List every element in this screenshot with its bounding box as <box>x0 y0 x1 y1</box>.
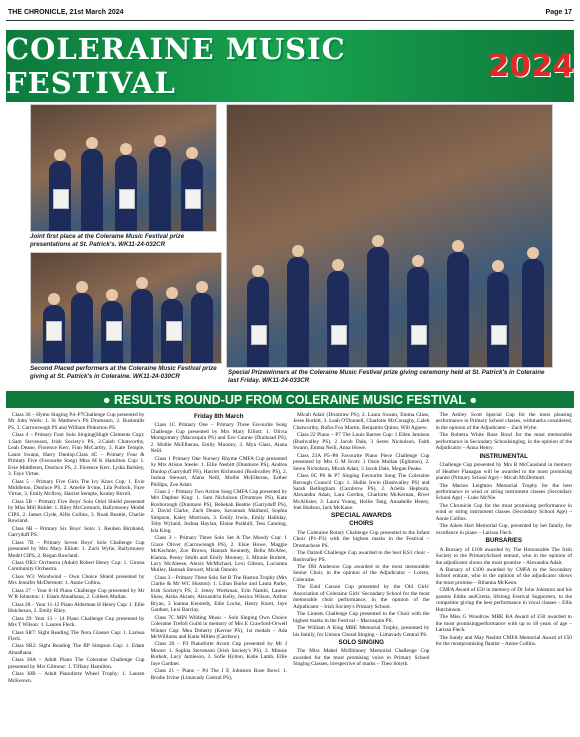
result-paragraph: The Miss G Woodrow MBE BA Award of £50 awarded to the most promisingperformance with up to 18 years of age – Larissa Fleck. <box>435 614 572 634</box>
result-paragraph: Class 1C Primary One – Primary Three Favourite Song Challenge Cup presented by Mrs Mary Elliott: 1. Olivia Montgomery (Macosquin PS) and Eve Cannie (Dunhoad PS), 2. Mollie McElheran, Emily Mooney, 3. Mya Glass, Alana Neill. <box>150 422 287 455</box>
section-heading: Friday 8th March <box>193 413 244 420</box>
result-paragraph: Class SR2: Sight Reading The RP Simpson Cup: 1. Edam Abualhana. <box>8 643 145 656</box>
result-paragraph: Class OR3: Orchestra (Adult) Robert Henry Cup: 1. Girona Community Orchestra. <box>8 559 145 573</box>
results-heading: RESULTS ROUND-UP FROM COLERAINE MUSIC FESTIVAL <box>113 392 467 407</box>
result-paragraph: Class 23A P5–P8 Favourite Piano Piece Challenge Cup presented by Mrs G M Scott: 1 Oisin Mullan (Eglinton), 2. Seren Nicholson, Micah Adair, 3 Jacob Dale, Megan Peake. <box>293 452 430 472</box>
result-paragraph: Class SR7: Sight Reading The Nora Glasser Cup: 1. Larissa Fleck. <box>8 629 145 642</box>
result-paragraph: The Roberta White Rose Bowl for the most memorable performance in Secondary Schoolsinging, in the opinion of the Adjudicator – Anna Henry. <box>435 432 572 452</box>
result-paragraph: Class 5B – Primary Five Boys' Solo Oriel Shield presented by Miss Mill Riddel: 1. Riley McCormack, Ballymoney Model CIPS, 2. James Clyde, Alfie Collins, 3. Noah Beattie, Charlie Rowland. <box>8 498 145 525</box>
page-number: Page 17 <box>545 9 572 16</box>
result-paragraph: Micah Adair (Drumraw PS), 2. Laura Swann, Emma Glass, Jesse Burkitt, 3. Leah O'Donnell, Charlotte McConaghy, Caleb Chatworthy, Rufus Fox Martin, Benjamin Quinn, Will Agnew. <box>293 412 430 431</box>
festival-banner <box>6 30 574 102</box>
result-paragraph: The Ashley Scott Special Cup for the most pleasing performance in Primary School classes, withmarks considered, in the opinion of the Adjudicator – Zach Wylie. <box>435 412 572 431</box>
banner-year: 2024 <box>487 48 574 84</box>
result-paragraph: The Marion Leighton Memorial Trophy for the best performance in wind or string instrument classes (Secondary School Age) – Luke McNie. <box>435 482 572 502</box>
caption-second-placed: Second Placed performers at the Coleraine Music Festival prize giving at St. Patrick's in Coleraine. WK11-24-030CR <box>30 365 217 380</box>
result-paragraph: Class 7C MIN Wilding Music – Solo Singing Own Choice Coleraine Trefoil Guild in memory of Mrs E Crawford-Orwell Winner Cup: Mea Doherty (Kerrue PS), 1st medals – Ada McWilliams and Katie Millen (Carrbow). <box>150 614 287 640</box>
section-heading: CHOIRS <box>349 520 374 528</box>
result-paragraph: Challenge Cup presented by Mrs B McCausland in memory of Heather Flanagan will be awarded to the most promising pianist (Primary School Age) – Micah McDermott. <box>435 462 572 482</box>
results-bullet-icon: ● <box>102 392 114 407</box>
result-paragraph: Class 30B – Adult Pianoforte Wheel Trophy: 1. Lauren McKeown. <box>8 671 145 684</box>
result-paragraph: CMFA Award of £50 in memory of Dr John Johnston and his parents Eddie andGretta, lifelong Festival Supporters, to the competitor giving the best performance in vocal classes – Ellis Hutchinson. <box>435 587 572 613</box>
section-heading: INSTRUMENTAL <box>479 452 528 460</box>
result-paragraph: Class 4 – Primary Four Solo Singing(Hugh Clements Cup): 1.Sam Stevenson, Irish Society's PS, 2.Caleb Chatworthy, Leah Deane, Florence Kerr, Finn McCarthy, 3. Kate Temple, Laura Swann, Harry Dunlop.Class 4C – Primary Four & Primary Five (Favourite Song) Miss M K Hamilton Cup: 1. Evie Middleton, Dunluce PS, 2. Florence Kerr, Lydia Barkley, 3. Faye Virtue. <box>8 432 145 478</box>
section-heading: SOLO SINGING <box>338 638 384 646</box>
result-paragraph: The Coleraine Rotary Challenge Cup presented to the Infant Choir (P1–P3) with the highest marks in the Festival – Drumachose PS. <box>293 529 430 549</box>
result-paragraph: Class 30A – Adult Piano The Coleraine Challenge Cup presented by Mrs Gilmour: 1. Tiffany Hamilton. <box>8 657 145 670</box>
result-paragraph: Class 7B – Primary Seven Boys' Solo Challenge Cup presented by Mrs Mary Elliott: 1. Zach Wylie, Ballymoney Model CIPS, 2. Regan Rowland. <box>8 539 145 559</box>
result-paragraph: The Miss Mabel McIlhinney Memorial Challenge Cup awarded for the most promising voice in Primary School Singing Classes, irrespective of marks – Theo Smyth. <box>293 648 430 668</box>
result-paragraph: Class 5 – Primary Five Girls The Ivy Knox Cup: 1. Evie Middleton, Dunluce PS, 2. Amelie Irvine, Lila Pollock, Faye Virtue, 3. Emily McIlroy, Harriet Semple, Kealey Birrell. <box>8 478 145 498</box>
result-paragraph: Class 36 – Hymn Singing P4–P7Challenge Cup presented by Mr John Wells: 1. St Matthew's PS Drumsurn, 2. Bushmills PS, 3. Carrowreagh PS and William Pinkerton PS. <box>8 412 145 431</box>
result-paragraph: Class 29: Year 13 – 14 Piano Challenge Cup presented by Mrs T Wilson: 1. Lauren Fleck. <box>8 615 145 629</box>
result-paragraph: The Enid Carson Cup presented by the Old Girls' Association of Coleraine Girls' Secondary School for the most memorable choir performance, in the opinion of the Adjudicator – Irish Society's Primary School. <box>293 584 430 610</box>
result-paragraph: A Bursary of £100 awarded by CMFA to the Secondary School entrant, who in the opinion of the adjudicator shows the most promise – Rihanna McKeon. <box>435 566 572 586</box>
section-heading: BURSARIES <box>485 537 522 545</box>
result-paragraph: Class 2 – Primary Two Action Song CMFA Cup presented by Mrs Daphne King: 1. Sam Nicholson (Drumraw PS), Kate Roxborough (Dunmore PS), Rebekah Beattie (Garryduff PS), 2. David Clarke, Zach Deane, Savannah Maitland, Sophia Simpson, Kaley Morrison, 3. Emily Irwin, Emily Halliday, Toby Wyland, Joshua Haylan, Eloise Parkhill, Tess Canning, Isla King. <box>150 488 287 534</box>
article-column-1 <box>8 412 145 733</box>
result-paragraph: Class 3 – Primary Three Solo Set A The Moody Cup: 1 Grace Oliver (Carrowreagh PS), 2. Elsie Howe, Maggie McKechnie, Zoe Brown, Hannah Kennedy, Bella McAfee, Kianna, Penny Smith and Emily Mooney, 3. Minnie Burkett, Lucy McAleese, Alexis McMichael, Lexi Gibson, Lucianna Mulley, Hannah Stewart, Micah Onnolo. <box>150 535 287 574</box>
photo-second-placed <box>30 252 222 364</box>
result-paragraph: Class 22 Piano – P7 The Louis Barnes Cup: 1 Ellen Jamison (Bushvalley PS), 2 Jacob Dale, 3 Seren Nicholson, Faith Swann, Emma Neill, Anna Howe. <box>293 432 430 452</box>
result-paragraph: The William A King MBE Memorial Trophy, presented by his family, for Unison Choral Singing – Limavady Central PS. <box>293 625 430 638</box>
results-bullet-icon: ● <box>466 392 478 407</box>
result-paragraph: Class 27 – Year 8-10 Piano Challenge Cup presented by Mr W R Johnston: 1. Edam Abualhana, 2. Colleen Mullan. <box>8 587 145 601</box>
publication-date: THE CHRONICLE, 21st March 2024 <box>8 9 124 16</box>
article-column-2 <box>151 412 288 733</box>
result-paragraph: The DH Anderson Cup awarded to the most memorable Senior Choir, in the opinion of the Adjudicator – Loreto, Coleraine. <box>293 563 430 583</box>
result-paragraph: The Dalzell Challenge Cup awarded to the best KS1 choir – Bushvalley PS. <box>293 550 430 563</box>
result-paragraph: Class 3 – Primary Three Solo Set B The Huston Trophy (Mrs Clarke & Mr WC Huston): 1. Lilian Burke and Laura Parke, Irish Society's PS, 2. Jenny Workman, Erin Nambi, Lauren Shaw, Aisha Akram, Alexandria Kelly, Jessica Wilson, Arthur Bryan, 3 Ioanna Kennedy, Edie Locke, Henry Knott, Jaye Gardner, Lexi Barclay. <box>150 574 287 614</box>
article-columns <box>8 412 572 733</box>
result-paragraph: Class 20 – P3 Pianoforte Acorn Cup presented by Mr J Moore: 1. Sophia Stevenson (Irish Society's PS), 2. Minnie Burkett, Lucy Jamieson, 3. Sofie Hylton, Katie Lamb, Ellie Jaye Gardner. <box>150 641 287 667</box>
section-heading: SPECIAL AWARDS <box>330 511 392 519</box>
caption-joint-first: Joint first place at the Coleraine Music Festival prize presentations at St. Patrick's. WK11-24-032CR <box>30 233 185 248</box>
result-paragraph: Class 6C P6 & P7 Singing Favourite Song The Coleraine Borough Council Cup: 1. Hollie Irwin (Bushvalley PS) and Sarah Bellingham (Carnbrow PS), 2. Ariella Hepburn, Alexandra Adair, Lara Gordon, Charlotte McKernan, River McAllister, 3. Laura Young, Hollie Tang, Annabelle Heney, Joel Hudson, Jack McKane. <box>293 473 430 512</box>
result-paragraph: Class 1 Primary One Nursery Rhyme CMFA Cup presented by Mrs Alison Steele: 1. Ellie Nesbitt (Dunmore PS), Andrea Dunlop (Garryduff PS), Harriet Richmond (Bushvalley PS), 2. Joshua Stewart, Alana Neill, Mollie McElheran, Esther Phillips, Zoe Adair. <box>150 455 287 488</box>
article-column-3 <box>293 412 430 733</box>
photo-special-prizewinners <box>226 104 553 368</box>
caption-special-prizewinners: Special Prizewinners at the Coleraine Music Festival prize giving ceremony held at St. Patrick's in Coleraine last Friday. WK11-24-033CR <box>228 369 545 384</box>
result-paragraph: Class 6B – Primary Six Boys' Solo: 1. Reuben Birnhand, Garryduff PS. <box>8 525 145 539</box>
result-paragraph: The Sandy and May Nesbitt CMFA Memorial Award of £50 for the mostpromising flautist – Annie Collins. <box>435 634 572 647</box>
result-paragraph: Class W3: Woodwind – Own Choice Shield presented by Mrs Jennifer McDermott: 1. Annie Collins. <box>8 573 145 587</box>
result-paragraph: The Aiken Hart Memorial Cup, presented by her family, for excellence in piano – Larissa Fleck. <box>435 523 572 536</box>
result-paragraph: A Bursary of £100 awarded by The Honourable The Irish Society to the PrimarySchool entrant, who in the opinion of the adjudicator shows the most promise – Alexandra Adair. <box>435 546 572 566</box>
result-paragraph: Class 21 – Piano – P4 The J E Johnston Rose Bowl: 1. Brodie Irvine (Limavady Central PS), <box>150 668 287 681</box>
photo-joint-first <box>30 104 217 232</box>
result-paragraph: The Chronicle Cup for the most promising performance in wind or string instrument classes (Secondary School Age) – Annie Collins. <box>435 502 572 522</box>
result-paragraph: Class 28 – Year 11-12 Piano Alderman H Henry Cup: 1. Ellie Hutcheson, 2. Emily Riley. <box>8 601 145 615</box>
banner-title: COLERAINE MUSIC FESTIVAL <box>6 32 346 100</box>
result-paragraph: The Linnets Challenge Cup presented to the Choir with the highest marks in the Festival – Macosquin PS. <box>293 611 430 624</box>
page-header <box>6 6 574 21</box>
article-column-4 <box>436 412 573 733</box>
results-heading-bar <box>6 391 574 408</box>
